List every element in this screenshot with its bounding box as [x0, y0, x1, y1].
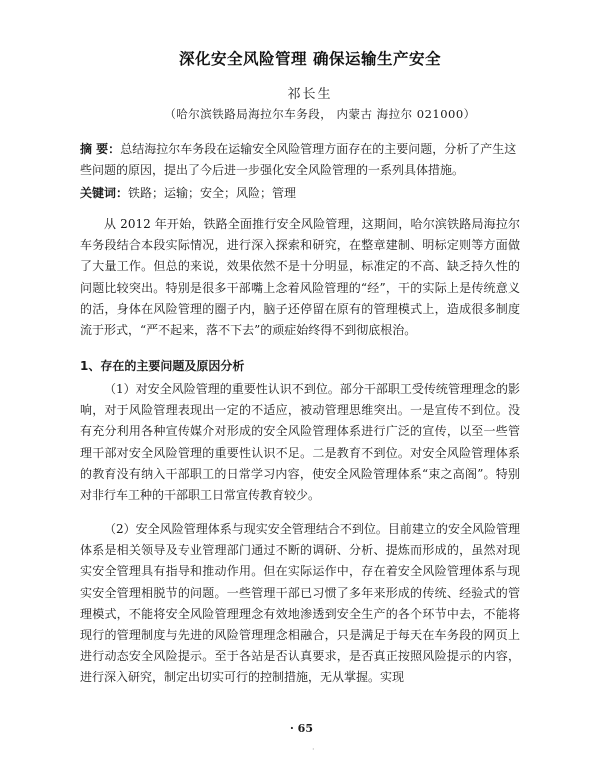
- page-number: · 65: [290, 722, 313, 735]
- body-paragraph-intro: 从 2012 年开始，铁路全面推行安全风险管理，这期间，哈尔滨铁路局海拉尔车务段结合本段实际情况，进行深入探索和研究，在整章建制、明标定则等方面做了大量工作。但总的来说，效果依然不是十分明显，标准定的不高、缺乏持久性的问题比较突出。特别是很多干部嘴上念着风险管理的“经”，干的实际上是传统意义的活，身体在风险管理的圈子内，脑子还停留在原有的管理模式上，造成很多制度流于形式，“严不起来，落不下去”的顽症始终得不到彻底根治。: [80, 217, 520, 338]
- section-heading: 1、存在的主要问题及原因分析: [80, 359, 245, 373]
- keywords: [80, 183, 520, 204]
- author-affiliation: （哈尔滨铁路局海拉尔车务段， 内蒙古 海拉尔 021000）: [164, 107, 476, 121]
- abstract: [80, 139, 520, 181]
- abstract-text: 总结海拉尔车务段在运输安全风险管理方面存在的主要问题，分析了产生这些问题的原因，提出了今后进一步强化安全风险管理的一系列具体措施。: [80, 142, 517, 177]
- footer-mark: ·: [312, 745, 315, 754]
- body-paragraph-2: （2）安全风险管理体系与现实安全管理结合不到位。目前建立的安全风险管理体系是相关领导及专业管理部门通过不断的调研、分析、提炼而形成的，虽然对现实安全管理具有指导和推动作用。但在实际运作中，存在着安全风险管理体系与现实安全管理相脱节的问题。一些管理干部已习惯了多年来形成的传统、经验式的管理模式，不能将安全风险管理理念有效地渗透到安全生产的各个环节中去，不能将现行的管理制度与先进的风险管理理念相融合，只是满足于每天在车务段的网页上进行动态安全风险提示。至于各站是否认真要求，是否真正按照风险提示的内容，进行深入研究，制定出切实可行的控制措施，无从掌握。实现: [80, 522, 520, 685]
- abstract-label: 摘 要：: [80, 142, 121, 156]
- body-paragraph-1: （1）对安全风险管理的重要性认识不到位。部分干部职工受传统管理理念的影响，对于风险管理表现出一定的不适应，被动管理思维突出。一是宣传不到位。没有充分利用各种宣传媒介对形成的安全风险管理体系进行广泛的宣传，以至一些管理干部对安全风险管理的重要性认识不足。二是教育不到位。对安全风险管理体系的教育没有纳入干部职工的日常学习内容，使安全风险管理体系“束之高阁”。特别对非行车工种的干部职工日常宣传教育较少。: [80, 382, 520, 503]
- keywords-text: 铁路；运输；安全；风险；管理: [128, 186, 297, 200]
- article-title: 深化安全风险管理 确保运输生产安全: [179, 50, 441, 68]
- keywords-label: 关键词：: [80, 186, 129, 200]
- author-name: 祁长生: [287, 87, 333, 102]
